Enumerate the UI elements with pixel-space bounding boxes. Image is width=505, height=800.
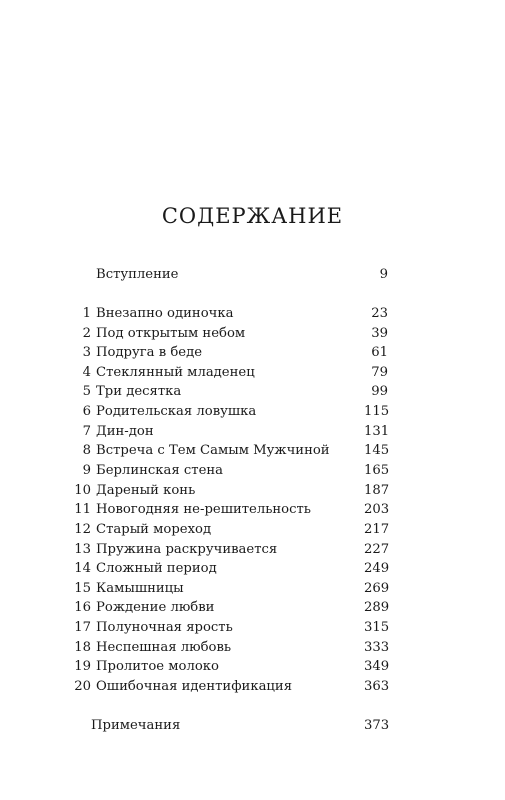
entry-page-number: 99 [371, 384, 388, 399]
entry-label: Три десятка [96, 384, 182, 399]
entry-page-number: 249 [364, 561, 390, 576]
toc-entry-chapter-13 [0, 540, 505, 560]
entry-label: Новогодняя не-решительность [96, 502, 311, 517]
chapter-number: 11 [74, 502, 91, 517]
entry-page-number: 333 [364, 640, 390, 655]
entry-page-number: 315 [364, 620, 390, 635]
chapter-number: 12 [74, 522, 91, 537]
entry-page-number: 23 [371, 306, 388, 321]
toc-entry-chapter-3 [0, 343, 505, 363]
entry-page-number: 373 [364, 718, 390, 733]
toc-entry-chapter-11 [0, 500, 505, 520]
entry-page-number: 9 [379, 267, 388, 282]
chapter-number: 18 [74, 640, 91, 655]
toc-entry-chapter-15 [0, 579, 505, 599]
entry-label: Пружина раскручивается [96, 542, 278, 557]
entry-page-number: 187 [364, 483, 390, 498]
chapter-number: 7 [82, 424, 91, 439]
entry-page-number: 115 [364, 404, 390, 419]
chapter-number: 10 [74, 483, 91, 498]
chapter-number: 15 [74, 581, 91, 596]
entry-page-number: 39 [371, 326, 388, 341]
chapter-number: 4 [82, 365, 91, 380]
entry-page-number: 227 [364, 542, 390, 557]
toc-entry-chapter-4 [0, 363, 505, 383]
toc-entry-chapter-18 [0, 638, 505, 658]
entry-page-number: 289 [364, 600, 390, 615]
toc-entry-chapter-7 [0, 422, 505, 442]
chapter-number: 3 [82, 345, 91, 360]
entry-label: Примечания [91, 718, 181, 733]
entry-label: Полуночная ярость [96, 620, 233, 635]
entry-page-number: 145 [364, 443, 390, 458]
entry-label: Встреча с Тем Самым Мужчиной [96, 443, 330, 458]
entry-page-number: 363 [364, 679, 390, 694]
toc-entry-chapter-14 [0, 559, 505, 579]
entry-page-number: 217 [364, 522, 390, 537]
chapter-number: 14 [74, 561, 91, 576]
chapter-number: 5 [82, 384, 91, 399]
chapter-number: 2 [82, 326, 91, 341]
entry-label: Подруга в беде [96, 345, 203, 360]
entry-label: Вступление [96, 267, 179, 282]
entry-page-number: 203 [364, 502, 390, 517]
chapter-number: 6 [82, 404, 91, 419]
entry-label: Берлинская стена [96, 463, 224, 478]
entry-label: Внезапно одиночка [96, 306, 234, 321]
entry-label: Под открытым небом [96, 326, 246, 341]
toc-entry-notes [0, 716, 505, 736]
entry-label: Старый мореход [96, 522, 212, 537]
entry-label: Дин-дон [96, 424, 154, 439]
toc-entry-chapter-10 [0, 481, 505, 501]
toc-entry-chapter-8 [0, 441, 505, 461]
entry-label: Дареный конь [96, 483, 196, 498]
toc-entry-intro [0, 265, 505, 285]
entry-label: Неспешная любовь [96, 640, 232, 655]
toc-entry-chapter-1 [0, 304, 505, 324]
entry-label: Ошибочная идентификация [96, 679, 293, 694]
entry-label: Сложный период [96, 561, 217, 576]
entry-page-number: 79 [371, 365, 388, 380]
page-title: СОДЕРЖАНИЕ [161, 204, 344, 228]
entry-page-number: 165 [364, 463, 390, 478]
entry-page-number: 61 [371, 345, 388, 360]
chapter-number: 20 [74, 679, 91, 694]
chapter-number: 8 [82, 443, 91, 458]
chapter-number: 16 [74, 600, 91, 615]
chapter-number: 1 [82, 306, 91, 321]
toc-entry-chapter-17 [0, 618, 505, 638]
chapter-number: 17 [74, 620, 91, 635]
entry-label: Стеклянный младенец [96, 365, 255, 380]
entry-label: Камышницы [96, 581, 184, 596]
entry-label: Пролитое молоко [96, 659, 219, 674]
toc-entry-chapter-6 [0, 402, 505, 422]
entry-page-number: 349 [364, 659, 390, 674]
toc-entry-chapter-12 [0, 520, 505, 540]
toc-entry-chapter-5 [0, 382, 505, 402]
toc-entry-chapter-16 [0, 598, 505, 618]
entry-page-number: 131 [364, 424, 390, 439]
entry-page-number: 269 [364, 581, 390, 596]
chapter-number: 13 [74, 542, 91, 557]
toc-entry-chapter-9 [0, 461, 505, 481]
toc-entry-chapter-19 [0, 657, 505, 677]
toc-entry-chapter-20 [0, 677, 505, 697]
toc-entry-chapter-2 [0, 324, 505, 344]
entry-label: Родительская ловушка [96, 404, 257, 419]
chapter-number: 9 [82, 463, 91, 478]
entry-label: Рождение любви [96, 600, 215, 615]
chapter-number: 19 [74, 659, 91, 674]
